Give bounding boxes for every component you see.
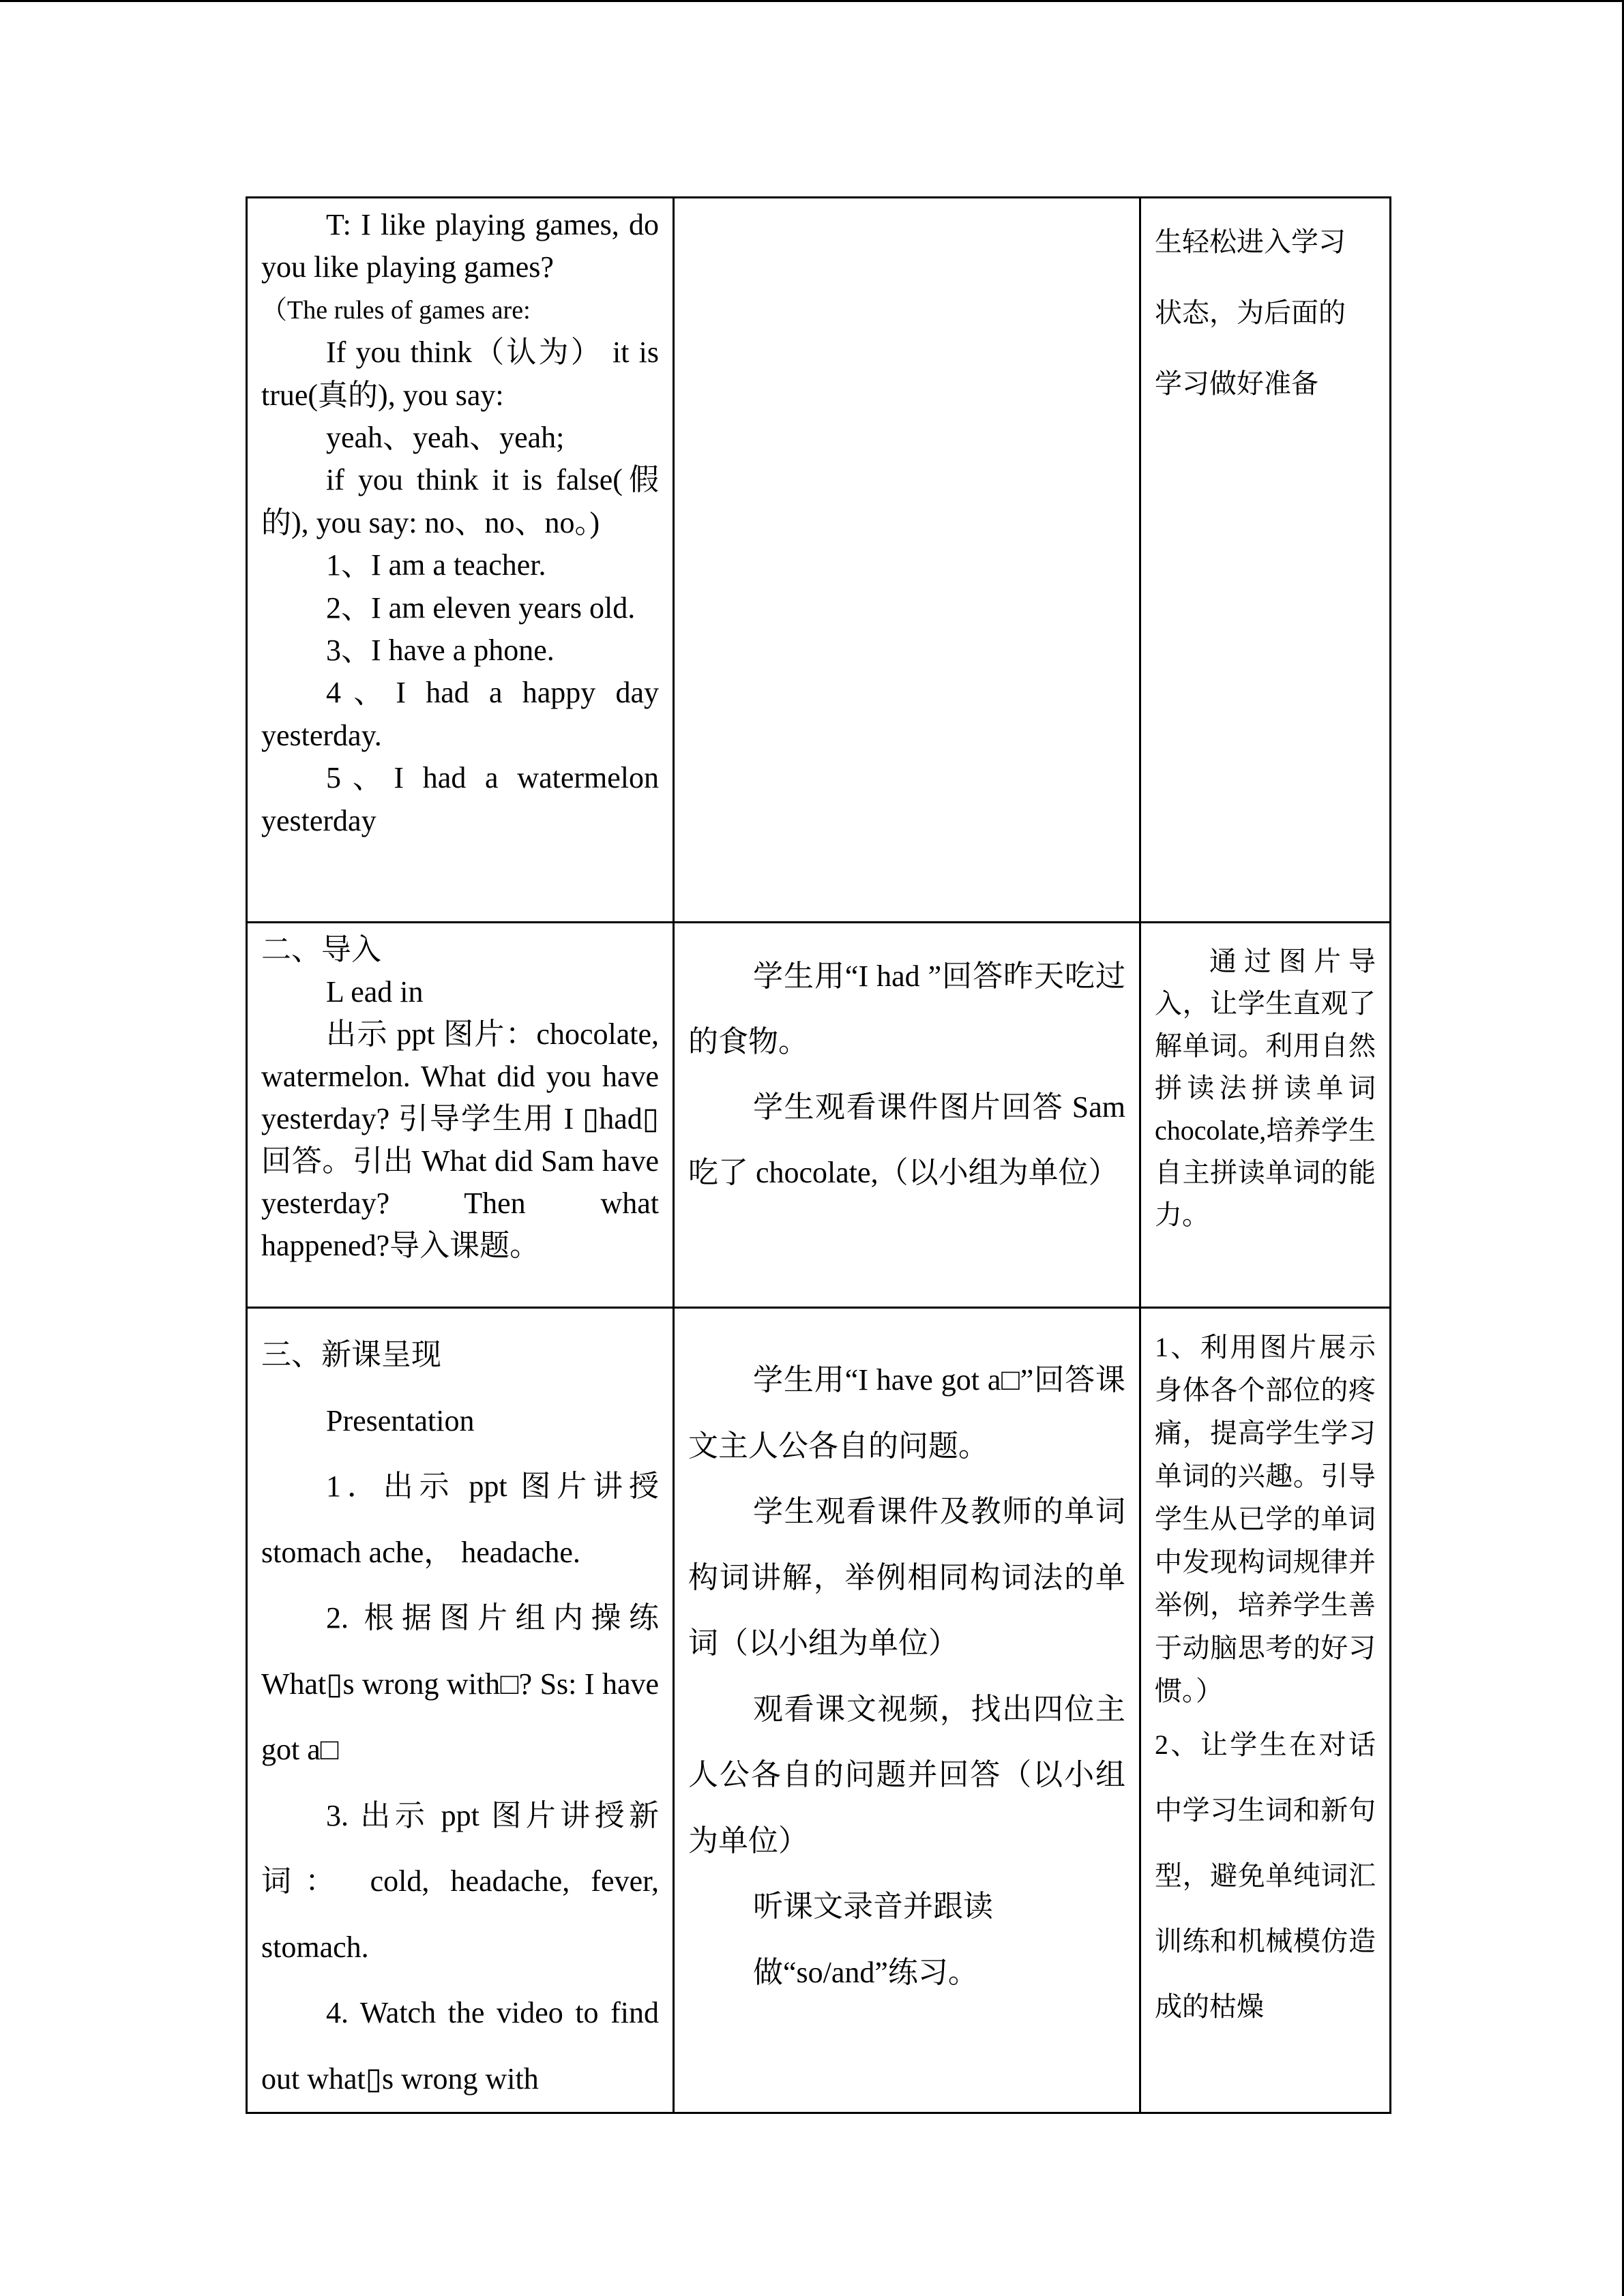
activity-line: 3. 出示 ppt 图片讲授新词： cold, headache, fever, stomach. [261, 1798, 659, 1964]
lesson-plan-table [246, 196, 1391, 2114]
activity-line: （The rules of games are: [261, 295, 531, 325]
activity-line: yeah、yeah、yeah; [326, 421, 565, 455]
purpose-line: 1、利用图片展示身体各个部位的疼痛，提高学生学习单词的兴趣。引导学生从已学的单词中发现构词规律并举例，培养学生善于动脑思考的好习惯。） [1155, 1332, 1376, 1706]
purpose-line: 学习做好准备 [1155, 368, 1318, 399]
purpose-cell [1140, 1308, 1391, 2113]
section-heading: 三、新课呈现 [261, 1338, 441, 1371]
student-line: 观看课文视频，找出四位主人公各自的问题并回答（以小组为单位） [688, 1692, 1125, 1858]
activity-line: 2. 根据图片组内操练 What▯s wrong with□? Ss: I have got a□ [261, 1601, 659, 1766]
activity-line: if you think it is false(假的), you say: no、no、no。) [261, 463, 659, 539]
student-line: 听课文录音并跟读 [753, 1890, 993, 1923]
section-heading: 二、导入 [261, 933, 381, 966]
student-line: 学生用“I have got a□”回答课文主人公各自的问题。 [688, 1363, 1125, 1463]
purpose-line: 2、让学生在对话中学习生词和新句型，避免单纯词汇训练和机械模仿造成的枯燥 [1155, 1729, 1376, 2022]
activity-line: 3、I have a phone. [326, 633, 555, 668]
table-row [247, 1308, 1391, 2113]
student-line: 做“so/and”练习。 [753, 1955, 978, 1989]
purpose-line: 状态，为后面的 [1155, 297, 1346, 328]
student-line: 学生用“I had ”回答昨天吃过的食物。 [688, 959, 1125, 1058]
purpose-line: 生轻松进入学习 [1155, 226, 1346, 257]
student-activity-cell [674, 923, 1140, 1308]
activity-line: Presentation [326, 1403, 475, 1437]
student-line: 学生观看课件及教师的单词构词讲解，举例相同构词法的单词（以小组为单位） [688, 1495, 1125, 1660]
student-activity-cell [674, 198, 1140, 923]
activity-line: 1、I am a teacher. [326, 548, 546, 582]
activity-cell [247, 923, 674, 1308]
activity-cell [247, 1308, 674, 2113]
activity-line: 出示 ppt 图片：chocolate, watermelon. What did you have yesterday? 引导学生用 I ▯had▯回答。引出 What did Sam have yesterday? Then what happened?导入课题。 [261, 1017, 659, 1262]
student-activity-cell [674, 1308, 1140, 2113]
activity-line: 5、I had a watermelon yesterday [261, 761, 659, 837]
student-line: 学生观看课件图片回答 Sam 吃了 chocolate,（以小组为单位） [688, 1090, 1125, 1189]
page-top-border [0, 0, 1624, 2]
purpose-cell [1140, 198, 1391, 923]
activity-line: 2、I am eleven years old. [326, 591, 636, 625]
activity-line: L ead in [326, 975, 424, 1009]
table-row [247, 198, 1391, 923]
activity-cell [247, 198, 674, 923]
activity-line: 1．出示 ppt 图片讲授 stomach ache， headache. [261, 1470, 659, 1569]
table-row [247, 923, 1391, 1308]
activity-line: 4. Watch the video to find out what▯s wrong with [261, 1996, 659, 2096]
activity-line: T: I like playing games, do you like playing games? [261, 208, 659, 284]
purpose-cell [1140, 923, 1391, 1308]
activity-line: If you think（认为） it is true(真的), you say: [261, 336, 659, 412]
purpose-line: 通过图片导入，让学生直观了解单词。利用自然拼读法拼读单词 chocolate,培养学生自主拼读单词的能力。 [1155, 946, 1376, 1230]
activity-line: 4、I had a happy day yesterday. [261, 676, 659, 752]
